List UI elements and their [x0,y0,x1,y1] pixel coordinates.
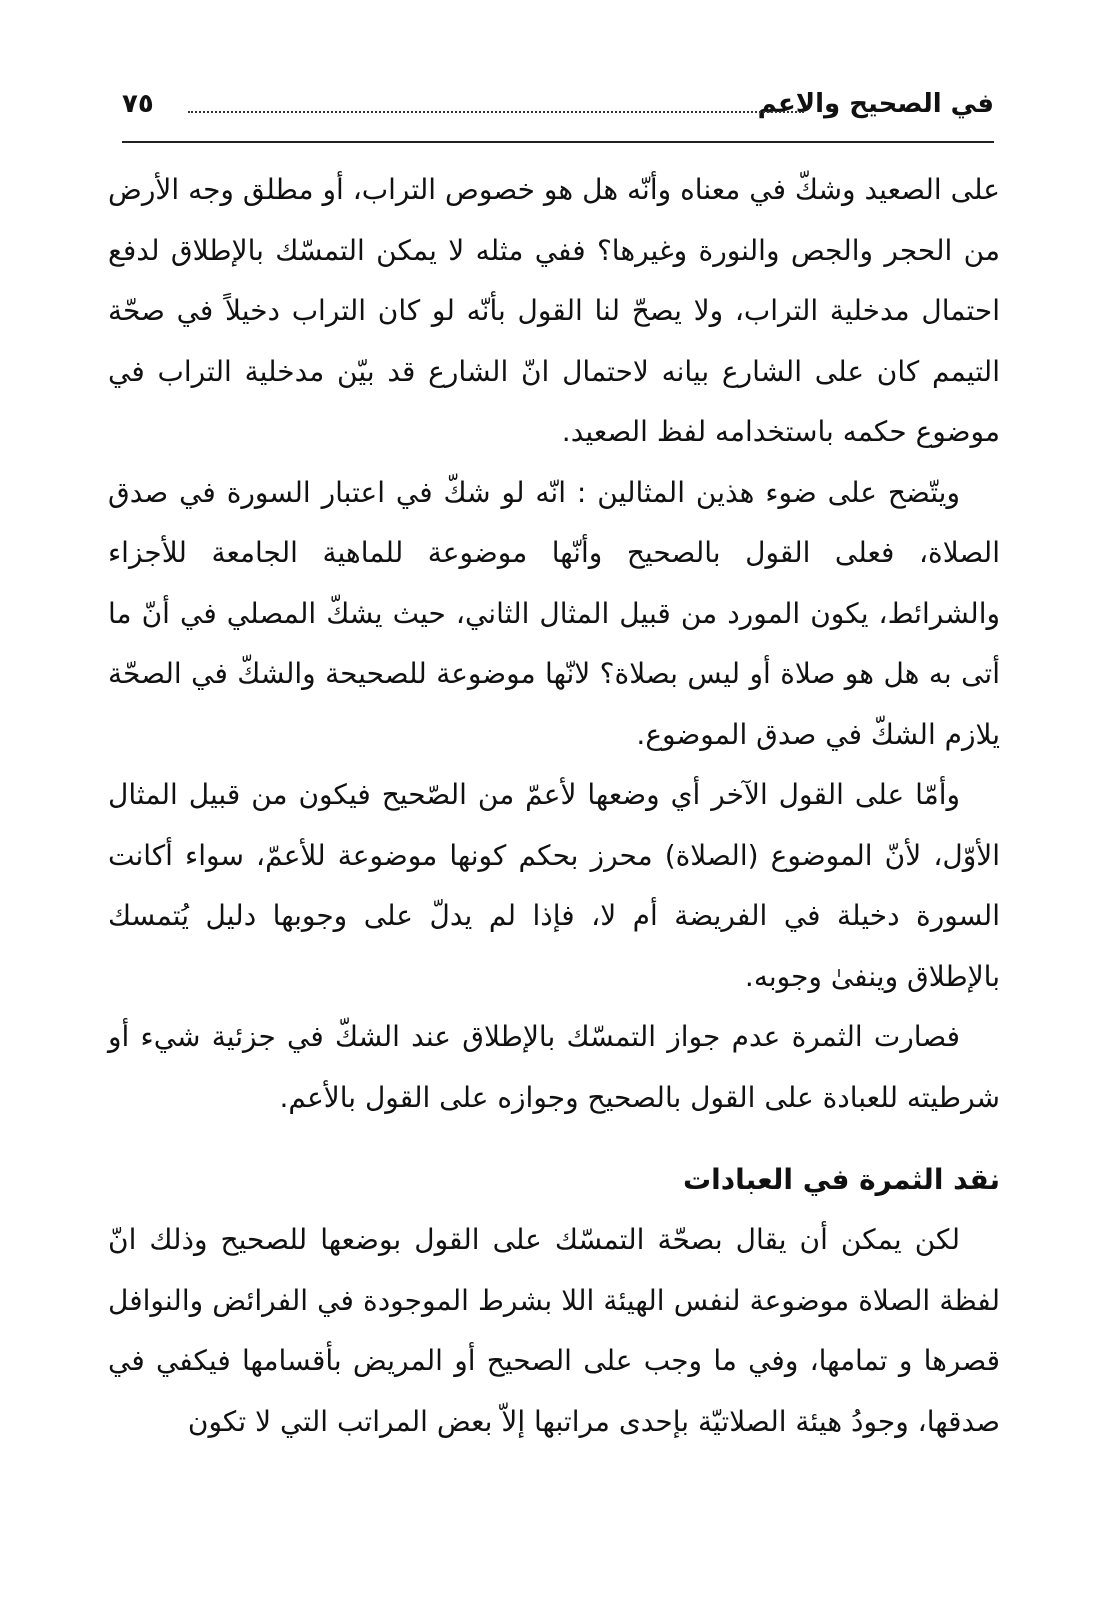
page-header [122,84,994,132]
paragraph-continuation: على الصعيد وشكّ في معناه وأنّه هل هو خصوص التراب، أو مطلق وجه الأرض من الحجر والجص والنورة وغيرها؟ ففي مثله لا يمكن التمسّك بالإطلاق لدفع احتمال مدخلية التراب، ولا يصحّ لنا القول بأنّه لو كان التراب دخيلاً في صحّة التيمم كان على الشارع بيانه لاحتمال انّ الشارع قد بيّن مدخلية التراب في موضوع حكمه باستخدامه لفظ الصعيد. [108,173,1000,448]
page-number: ٧٥ [122,89,154,119]
leader-dots [188,111,804,113]
paragraph-examples: ويتّضح على ضوء هذين المثالين : انّه لو شكّ في اعتبار السورة في صدق الصلاة، فعلى القول بالصحيح وأنّها موضوعة للماهية الجامعة للأجزاء والشرائط، يكون المورد من قبيل المثال الثاني، حيث يشكّ المصلي في أنّ ما أتى به هل هو صلاة أو ليس بصلاة؟ لانّها موضوعة للصحيحة والشكّ في الصحّة يلازم الشكّ في صدق الموضوع. [108,475,1000,751]
paragraph-critique: لكن يمكن أن يقال بصحّة التمسّك على القول بوضعها للصحيح وذلك انّ لفظة الصلاة موضوعة لنفس الهيئة اللا بشرط الموجودة في الفرائض والنوافل قصرها و تمامها، وفي ما وجب على الصحيح أو المريض بأقسامها فيكفي في صدقها، وجودُ هيئة الصلاتيّة بإحدى مراتبها إلاّ بعض المراتب التي لا تكون [108,1223,1000,1438]
body-text [108,160,1000,1452]
section-heading: نقد الثمرة في العبادات [683,1163,1000,1196]
paragraph-result: فصارت الثمرة عدم جواز التمسّك بالإطلاق عند الشكّ في جزئية شيء أو شرطيته للعبادة على القول بالصحيح وجوازه على القول بالأعم. [108,1020,1000,1114]
header-rule [122,141,994,143]
paragraph-other-view: وأمّا على القول الآخر أي وضعها لأعمّ من الصّحيح فيكون من قبيل المثال الأوّل، لأنّ الموضوع (الصلاة) محرز بحكم كونها موضوعة للأعمّ، سواء أكانت السورة دخيلة في الفريضة أم لا، فإذا لم يدلّ على وجوبها دليل يُتمسك بالإطلاق وينفىٰ وجوبه. [108,778,1000,993]
running-title: في الصحيح والاعم [757,89,994,119]
